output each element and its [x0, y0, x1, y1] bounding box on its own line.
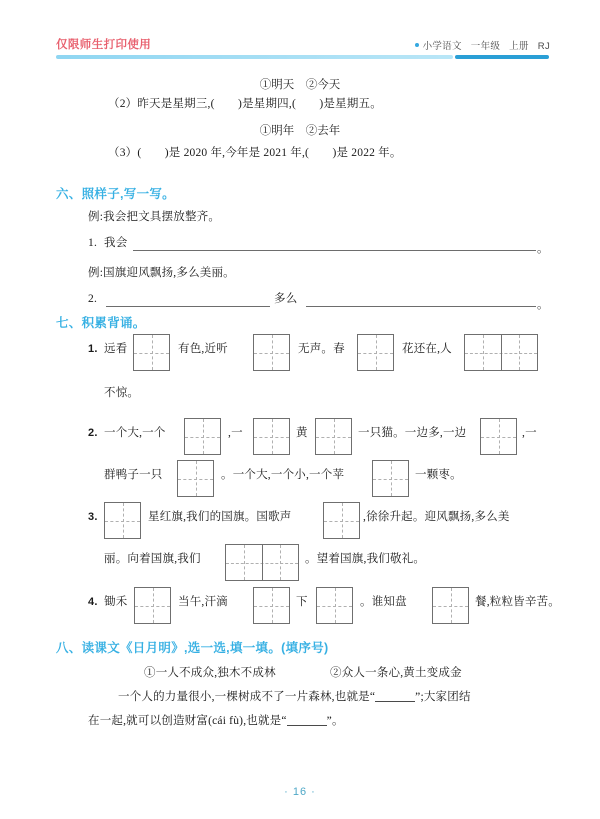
writing-grid-box[interactable] — [357, 334, 394, 371]
writing-grid-box[interactable] — [253, 418, 290, 455]
section-six-item-1-answer-blank[interactable] — [133, 250, 536, 251]
writing-grid-box[interactable] — [323, 502, 360, 539]
options-line-2: ①明年 ②去年 — [259, 125, 341, 137]
header-grade: 一年级 — [470, 41, 501, 52]
writing-grid-box[interactable] — [372, 460, 409, 497]
section-six-item-2-middle: 多么 — [274, 293, 298, 305]
section-seven-item-4-text-a: 锄禾 — [104, 596, 128, 608]
section-seven-item-1-number: 1. — [88, 343, 98, 355]
writing-grid-box[interactable] — [315, 418, 352, 455]
header-subject: 小学语文 — [422, 41, 462, 52]
header-rule-left — [56, 55, 453, 59]
header-volume: 上册 — [509, 41, 529, 52]
section-six-item-1-text: 我会 — [104, 237, 128, 249]
question-2-line: （2）昨天是星期三,( )是星期四,( )是星期五。 — [108, 98, 382, 110]
section-seven-item-4-text-d: 。谁知盘 — [360, 596, 407, 608]
writing-grid-box[interactable] — [134, 587, 171, 624]
section-seven-item-2-text-e: ,一 — [522, 427, 537, 439]
section-seven-item-2-text-f: 群鸭子一只 — [104, 469, 163, 481]
section-seven-item-3-text-b: ,徐徐升起。迎风飘扬,多么美 — [363, 511, 510, 523]
writing-grid-box[interactable] — [184, 418, 221, 455]
section-six-title: 六、照样子,写一写。 — [56, 187, 175, 201]
section-six-item-1-number: 1. — [88, 237, 98, 249]
header-book-meta — [415, 38, 550, 52]
writing-grid-box[interactable] — [133, 334, 170, 371]
section-eight-body-1-pre: 一个人的力量很小,一棵树成不了一片森林,也就是“ — [118, 691, 376, 703]
writing-grid-box[interactable] — [253, 587, 290, 624]
section-eight-body-2-pre: 在一起,就可以创造财富(cái fù),也就是“ — [88, 715, 287, 727]
section-seven-item-4-text-e: 餐,粒粒皆辛苦。 — [475, 596, 560, 608]
section-seven-item-2-text-d: 一只猫。一边多,一边 — [358, 427, 467, 439]
writing-grid-box[interactable] — [316, 587, 353, 624]
print-restriction-watermark: 仅限师生打印使用 — [56, 39, 152, 51]
section-six-item-2-number: 2. — [88, 293, 98, 305]
section-seven-item-2-text-a: 一个大,一个 — [104, 427, 166, 439]
writing-grid-box[interactable] — [432, 587, 469, 624]
section-seven-item-3-text-c: 丽。向着国旗,我们 — [104, 553, 201, 565]
section-seven-item-3-text-a: 星红旗,我们的国旗。国歌声 — [148, 511, 292, 523]
section-eight-body-1-post: ”;大家团结 — [415, 691, 471, 703]
section-seven-item-3-text-d: 。望着国旗,我们敬礼。 — [305, 553, 426, 565]
writing-grid-box[interactable] — [480, 418, 517, 455]
section-seven-item-2-text-b: ,一 — [228, 427, 243, 439]
writing-grid-box[interactable] — [177, 460, 214, 497]
section-seven-item-1-text-d: 花还在,人 — [402, 343, 452, 355]
writing-grid-box[interactable] — [104, 502, 141, 539]
section-six-item-2-period: 。 — [537, 299, 549, 311]
section-six-item-1-period: 。 — [537, 243, 549, 255]
section-eight-option-1[interactable]: ①一人不成众,独木不成林 — [144, 667, 276, 679]
section-seven-item-4-text-c: 下 — [296, 596, 308, 608]
section-eight-answer-blank-2[interactable] — [287, 725, 327, 726]
section-seven-title: 七、积累背诵。 — [56, 316, 146, 330]
section-seven-item-1-text-c: 无声。春 — [298, 343, 345, 355]
header-rule-right — [455, 55, 549, 59]
section-seven-item-2-number: 2. — [88, 427, 98, 439]
section-six-item-2-answer-blank-b[interactable] — [306, 306, 536, 307]
writing-grid-box-double[interactable] — [464, 334, 538, 371]
section-seven-item-4-text-b: 当午,汗滴 — [178, 596, 228, 608]
section-seven-item-3-number: 3. — [88, 511, 98, 523]
section-seven-item-1-text-e: 不惊。 — [104, 387, 140, 399]
page-footer: · 16 · — [284, 786, 316, 798]
section-six-example-1: 例:我会把文具摆放整齐。 — [88, 211, 221, 223]
section-six-example-2: 例:国旗迎风飘扬,多么美丽。 — [88, 267, 235, 279]
header-edition: RJ — [537, 41, 550, 52]
section-eight-body-line-2 — [88, 716, 344, 728]
section-seven-item-4-number: 4. — [88, 596, 98, 608]
section-eight-body-2-post: ”。 — [326, 715, 344, 727]
section-seven-item-1-text-b: 有色,近听 — [178, 343, 228, 355]
question-3-line: （3）( )是 2020 年,今年是 2021 年,( )是 2022 年。 — [108, 147, 402, 159]
section-eight-body-line-1 — [118, 692, 471, 704]
page-header — [0, 0, 600, 64]
bullet-dot-icon — [415, 43, 419, 47]
section-seven-item-2-text-h: 一颗枣。 — [415, 469, 462, 481]
section-eight-title: 八、读课文《日月明》,选一选,填一填。(填序号) — [56, 641, 329, 655]
section-seven-item-1-text-a: 远看 — [104, 343, 128, 355]
options-line-1: ①明天 ②今天 — [259, 79, 341, 91]
section-seven-item-2-text-c: 黄 — [296, 427, 308, 439]
writing-grid-box-double[interactable] — [225, 544, 299, 581]
section-six-item-2-answer-blank-a[interactable] — [106, 306, 270, 307]
section-seven-item-2-text-g: 。一个大,一个小,一个苹 — [221, 469, 345, 481]
section-eight-option-2[interactable]: ②众人一条心,黄土变成金 — [330, 667, 462, 679]
writing-grid-box[interactable] — [253, 334, 290, 371]
section-eight-answer-blank-1[interactable] — [375, 701, 415, 702]
